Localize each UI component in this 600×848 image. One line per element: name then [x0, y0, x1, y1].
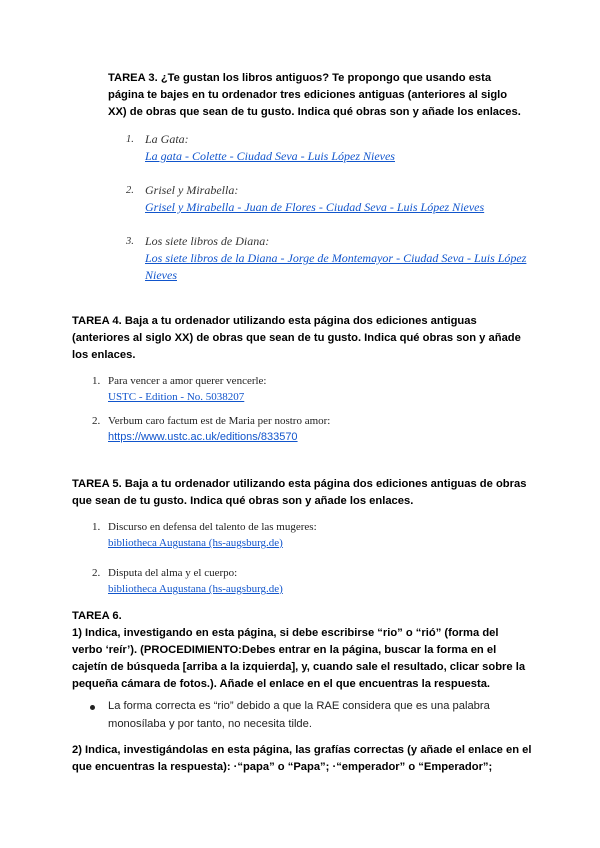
list-number: 2.	[126, 185, 134, 196]
list-number: 2.	[92, 567, 101, 579]
list-item	[108, 519, 528, 551]
list-number: 1.	[92, 521, 101, 533]
tarea4-heading: TAREA 4. Baja a tu ordenador utilizando esta página dos ediciones antiguas (anteriores al siglo XX) de obras que sean de tu gusto. Indica qué obras son y añade los enlaces.	[72, 315, 521, 361]
book-title: La Gata:	[145, 132, 189, 146]
list-item	[145, 233, 530, 284]
book-link[interactable]: La gata - Colette - Ciudad Seva - Luis López Nieves	[145, 149, 395, 163]
book-title: Para vencer a amor querer vencerle:	[108, 375, 267, 387]
book-link[interactable]: https://www.ustc.ac.uk/editions/833570	[108, 431, 298, 443]
list-item	[108, 565, 528, 597]
list-number: 1.	[126, 134, 134, 145]
list-item	[145, 182, 545, 216]
book-link[interactable]: USTC - Edition - No. 5038207	[108, 391, 245, 403]
book-title: Verbum caro factum est de Maria per nostro amor:	[108, 415, 331, 427]
book-link[interactable]: Grisel y Mirabella - Juan de Flores - Ciudad Seva - Luis López Nieves	[145, 200, 485, 214]
book-link[interactable]: Los siete libros de la Diana - Jorge de Montemayor - Ciudad Seva - Luis López Nieves	[145, 251, 527, 282]
list-number: 2.	[92, 415, 101, 427]
tarea6-answer: La forma correcta es “rio” debido a que la RAE considera que es una palabra monosílaba y por tanto, no necesita tilde.	[108, 700, 490, 730]
bullet-icon	[90, 705, 95, 710]
book-title: Disputa del alma y el cuerpo:	[108, 567, 238, 579]
book-title: Grisel y Mirabella:	[145, 183, 239, 197]
tarea5-heading: TAREA 5. Baja a tu ordenador utilizando esta página dos ediciones antiguas de obras que sean de tu gusto. Indica qué obras son y añade los enlaces.	[72, 478, 527, 507]
tarea6-question-1: 1) Indica, investigando en esta página, si debe escribirse “rio” o “rió” (forma del verbo ‘reír’). (PROCEDIMIENTO:Debes entrar en la página, buscar la forma en el cajetín de búsqueda [arriba a la izquierda], y, cuando sale el resultado, clicar sobre la pequeña cámara de fotos.). Añade el enlace en el que encuentras la respuesta.	[72, 627, 526, 690]
list-item	[145, 131, 545, 165]
list-item	[108, 413, 528, 445]
book-title: Los siete libros de Diana:	[145, 234, 270, 248]
tarea6-question-2: 2) Indica, investigándolas en esta página, las grafías correctas (y añade el enlace en el que encuentras la respuesta): ·“papa” o “Papa”; ·“emperador” o “Emperador”;	[72, 744, 532, 773]
tarea3-heading: TAREA 3. ¿Te gustan los libros antiguos? Te propongo que usando esta página te bajes en tu ordenador tres ediciones antiguas (anteriores al siglo XX) de obras que sean de tu gusto. Indica qué obras son y añade los enlaces.	[108, 72, 521, 118]
book-link[interactable]: bibliotheca Augustana (hs-augsburg.de)	[108, 583, 283, 595]
tarea6-title: TAREA 6.	[72, 610, 122, 622]
list-item	[108, 373, 508, 405]
list-number: 1.	[92, 375, 101, 387]
book-link[interactable]: bibliotheca Augustana (hs-augsburg.de)	[108, 537, 283, 549]
book-title: Discurso en defensa del talento de las mugeres:	[108, 521, 317, 533]
list-number: 3.	[126, 236, 134, 247]
